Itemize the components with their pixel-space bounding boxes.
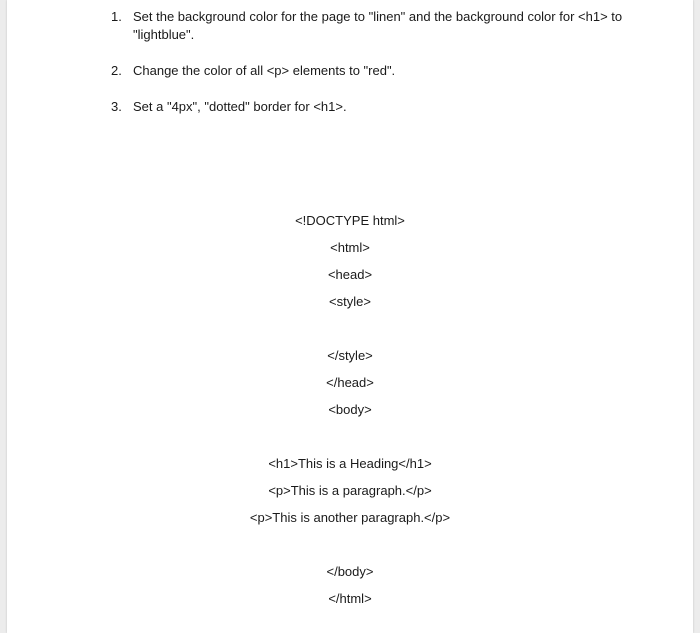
code-line-html-close: </html> [328, 591, 372, 606]
code-line-style-open: <style> [329, 294, 371, 309]
instruction-number: 1. [111, 9, 122, 24]
instruction-number: 2. [111, 63, 122, 78]
code-line-html-open: <html> [330, 240, 370, 255]
code-line-p-2: <p>This is another paragraph.</p> [249, 510, 451, 525]
instruction-item-3 [111, 98, 631, 116]
instruction-item-2 [111, 62, 631, 80]
instruction-list [111, 8, 631, 116]
instruction-number: 3. [111, 99, 122, 114]
code-line-p-1: <p>This is a paragraph.</p> [268, 483, 432, 498]
document-page [7, 0, 693, 633]
code-line-style-close: </style> [327, 348, 373, 363]
instruction-text: Change the color of all <p> elements to "red". [133, 63, 396, 78]
instruction-text: Set the background color for the page to "linen" and the background color for <h1> to "lightblue". [133, 9, 623, 42]
instruction-item-1 [111, 8, 631, 44]
code-line-body-open: <body> [328, 402, 372, 417]
code-line-head-open: <head> [327, 267, 373, 282]
instruction-text: Set a "4px", "dotted" border for <h1>. [133, 99, 347, 114]
code-line-doctype: <!DOCTYPE html> [295, 213, 405, 228]
code-line-h1: <h1>This is a Heading</h1> [268, 456, 432, 471]
code-line-body-close: </body> [326, 564, 374, 579]
code-line-head-close: </head> [326, 375, 374, 390]
